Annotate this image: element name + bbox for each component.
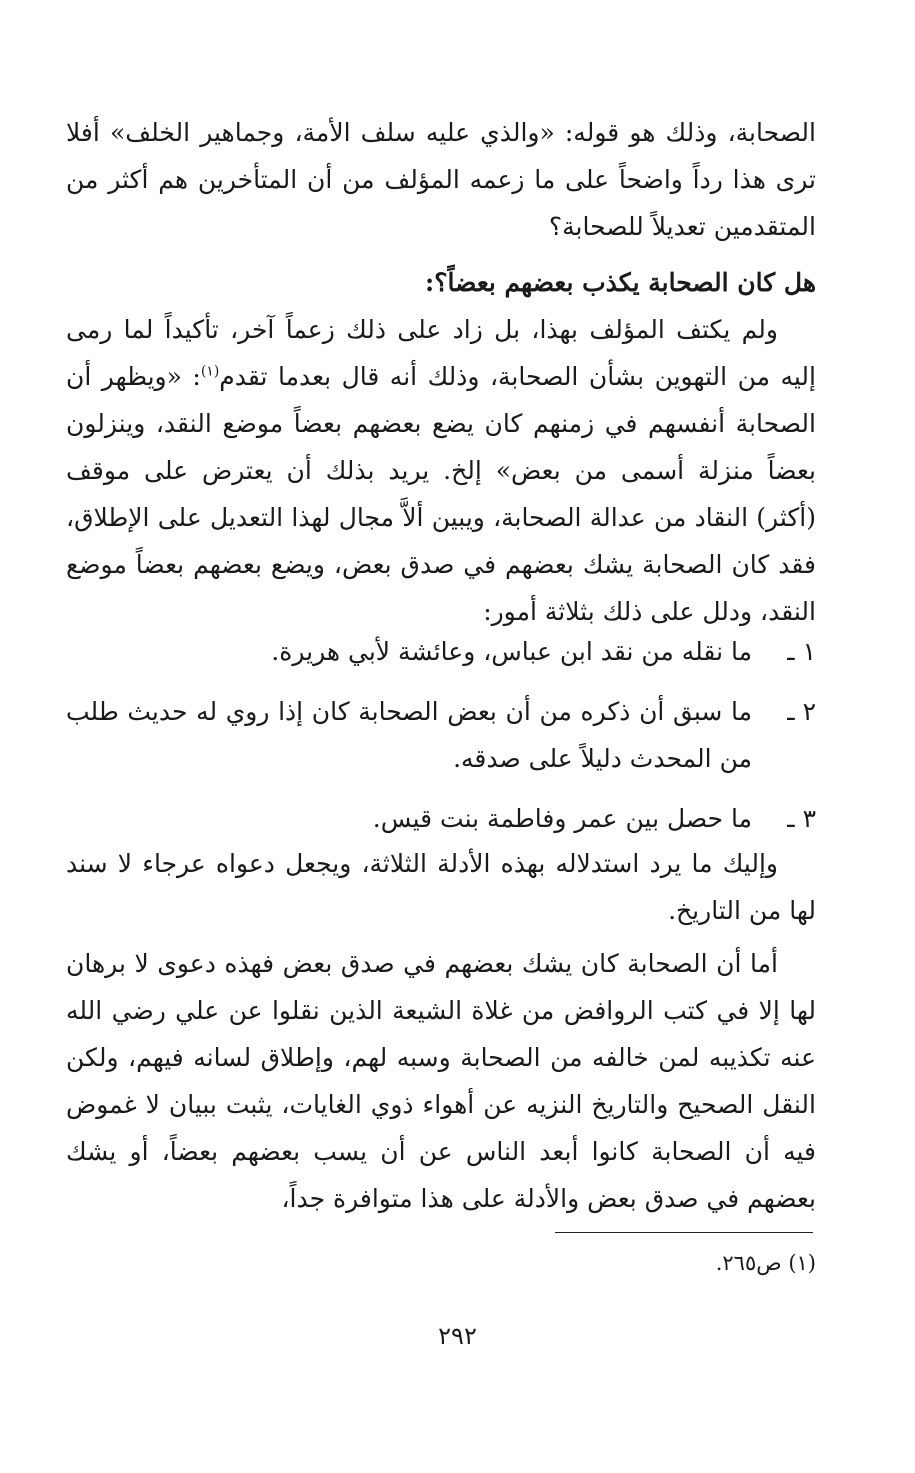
paragraph-claim (66, 306, 816, 635)
paragraph-claim-part2: : «ويظهر أن الصحابة أنفسهم في زمنهم كان يضع بعضهم بعضاً موضع النقد، وينزلون بعضاً منزلة أسمى من بعض» إلخ. يريد بذلك أن يعترض على موقف (أكثر) النقاد من عدالة الصحابة، ويبين ألاَّ مجال لهذا التعديل على الإطلاق، فقد كان الصحابة يشك بعضهم في صدق بعض، ويضع بعضهم بعضاً موضع النقد، ودلل على ذلك بثلاثة أمور: (66, 362, 816, 626)
paragraph-rebuttal: وإليك ما يرد استدلاله بهذه الأدلة الثلاثة، ويجعل دعواه عرجاء لا سند لها من التاريخ. (66, 849, 816, 925)
list-item (66, 688, 816, 782)
footnote-reference: (١) (200, 363, 220, 380)
section-heading-block (66, 259, 816, 306)
list-number: ١ ـ (787, 637, 816, 666)
list-text: ما نقله من نقد ابن عباس، وعائشة لأبي هريرة. (271, 637, 752, 666)
paragraph-argument: أما أن الصحابة كان يشك بعضهم في صدق بعض فهذه دعوى لا برهان لها إلا في كتب الروافض من غلاة الشيعة الذين نقلوا عن علي رضي الله عنه تكذيبه لمن خالفه من الصحابة وسبه لهم، وإطلاق لسانه فيهم، ولكن النقل الصحيح والتاريخ النزيه عن أهواء ذوي الغايات، يثبت ببيان لا غموض فيه أن الصحابة كانوا أبعد الناس عن أن يسب بعضهم بعضاً، أو يشك بعضهم في صدق بعض والأدلة على هذا متوافرة جداً، (66, 949, 816, 1213)
footnote: (١) ص٢٦٥. (715, 1251, 816, 1275)
list-item (66, 628, 816, 675)
footnote-divider (555, 1232, 813, 1233)
list-number: ٢ ـ (787, 697, 816, 726)
list-item (66, 795, 816, 842)
list-text: ما حصل بين عمر وفاطمة بنت قيس. (372, 804, 752, 833)
section-heading: هل كان الصحابة يكذب بعضهم بعضاً؟: (425, 268, 816, 297)
main-text (66, 109, 816, 250)
paragraph-claim-block (66, 306, 816, 635)
numbered-list (66, 628, 816, 842)
paragraph-claim-part1: ولم يكتف المؤلف بهذا، بل زاد على ذلك زعماً آخر، تأكيداً لما رمى إليه من التهوين بشأن الصحابة، وذلك أنه قال بعدما تقدم (66, 315, 816, 391)
list-number: ٣ ـ (787, 804, 816, 833)
list-text: ما سبق أن ذكره من أن بعض الصحابة كان إذا روي له حديث طلب من المحدث دليلاً على صدقه. (66, 697, 752, 773)
paragraph-argument-block (66, 940, 816, 1222)
page-number: ٢٩٢ (438, 1322, 477, 1350)
paragraph-intro: الصحابة، وذلك هو قوله: «والذي عليه سلف الأمة، وجماهير الخلف» أفلا ترى هذا رداً واضحاً على ما زعمه المؤلف من أن المتأخرين هم أكثر من المتقدمين تعديلاً للصحابة؟ (66, 118, 816, 241)
paragraph-rebuttal-block (66, 840, 816, 934)
